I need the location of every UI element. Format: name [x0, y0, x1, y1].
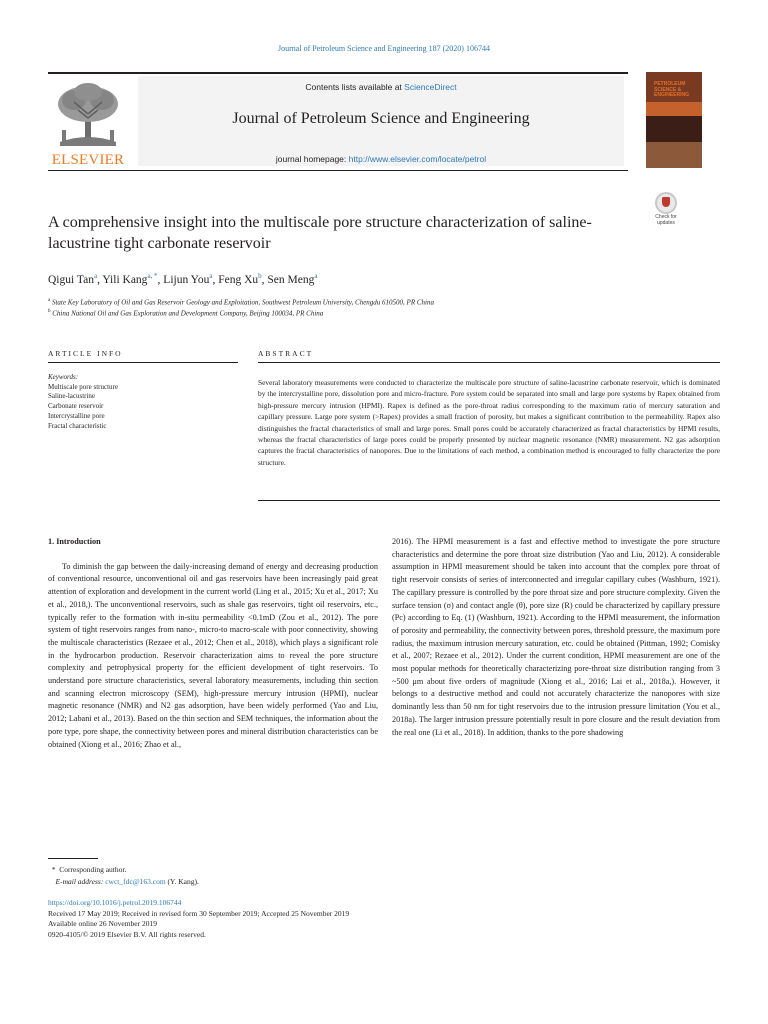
- article-title: A comprehensive insight into the multiscale pore structure characterization of saline-lacustrine tight carbonate reservoir: [48, 214, 592, 252]
- sciencedirect-link[interactable]: ScienceDirect: [404, 82, 457, 92]
- masthead-banner: [138, 76, 624, 166]
- affiliation: $^b$ China National Oil and Gas Exploration and Development Company, Beijing 100034, PR China: [48, 309, 324, 318]
- journal-cover-image[interactable]: [646, 72, 702, 168]
- footnotes: [48, 864, 378, 888]
- intro-paragraph: To diminish the gap between the daily-increasing demand of energy and decreasing production of conventional resource, unconventional oil and gas reservoirs have been increasingly paid great attention of exploration and development in the current world (Ling et al., 2015; Xu et al., 2017; Xu et al., 2018,). The unconventional reservoirs, such as shale gas reservoirs, tight oil reservoirs, etc., typically refer to the formation with in-situ permeability <0.1mD (Zou et al., 2012). The pore system of tight reservoirs ranges from nano-, micro-to macro-scale with poor connectivity, showing the multiscale characteristics (Rezaee et al., 2012; Chen et al., 2018), which plays a significant role in the hydrocarbon production. Reservoir characterization aims to reveal the pore structure complexity and petrophysical property for the efficient development of tight reservoirs. To understand pore structure characteristics, several laboratory measurements, including thin section and scanning electron microscopy (SEM), high-pressure mercury intrusion (HPMI), nuclear magnetic resonance (NMR) and N2 gas adsorption, have been widely performed (Yao and Liu, 2012; Labani et al., 2013). Based on the thin section and SEM techniques, the information about the pore type, pore shape, the connectivity between pores and mineral distribution characteristics can be obtained (Xiong et al., 2016; Zhao et al.,: [48, 561, 378, 749]
- keywords-label: Keywords:: [48, 373, 79, 381]
- homepage-link[interactable]: http://www.elsevier.com/locate/petrol: [348, 154, 487, 164]
- crossmark-label: Check for updates: [655, 214, 677, 226]
- masthead: [48, 72, 628, 168]
- section-heading: 1. Introduction: [48, 537, 101, 546]
- crossmark-icon: [655, 192, 677, 214]
- received-dates: Received 17 May 2019; Received in revised form 30 September 2019; Accepted 25 November 2019: [48, 908, 350, 918]
- author[interactable]: Yili Kang$^{a, *}$: [102, 272, 158, 286]
- affiliations: [48, 296, 648, 319]
- keyword: Saline-lacustrine: [48, 392, 96, 401]
- copyright: 0920-4105/© 2019 Elsevier B.V. All rights reserved.: [48, 929, 206, 939]
- keywords-block: [48, 373, 238, 431]
- article-info-heading: ARTICLE INFO: [48, 349, 123, 358]
- masthead-bottom-rule: [48, 170, 628, 171]
- intro-paragraph-continued: 2016). The HPMI measurement is a fast and effective method to investigate the pore structure characteristics and determine the pore throat size distribution (Yao and Liu, 2012). A considerable assumption in HPMI measurement should be taken into account that the complex pore throat of tight reservoir consists of series of interconnected and irregular capillary cubes (Washburn, 1921). The capillary pressure is controlled by the pore throat size and pore structure complexity. Given the surface tension (σ) and contact angle (θ), pore size (R) could be characterized by capillary pressure (Pc) according to Eq. (1) (Washburn, 1921). According to the HPMI measurement, the information of porosity and permeability, the connectivity between pores, threshold pressure, the maximum pore radius, the maximum intrusion mercury saturation, etc. could be obtained (Pittman, 1992; Comisky et al., 2007; Rezaee et al., 2012). Under the current condition, HPMI measurement are one of the most popular methods for theoretically characterizing pore-throat size distribution ranging from 3 ~500 μm about five orders of magnitude (Xiong et al., 2016; Lai et al., 2018a,). However, it belongs to a destructive method and could not accurately characterize the nanopores with size dominantly less than 50 nm for tight reservoirs due to the intrusion pressure limitation (You et al., 2018a). The larger intrusion pressure potentially result in pore closure and the result deviation from the real one (Li et al., 2018). In addition, thanks to the pore shadowing: [392, 537, 721, 737]
- contents-line: [138, 82, 624, 92]
- homepage-line: [138, 154, 624, 164]
- journal-title: Journal of Petroleum Science and Engineering: [232, 110, 530, 127]
- homepage-prefix: journal homepage:: [275, 154, 349, 164]
- corresponding-author-note: * Corresponding author.: [51, 865, 127, 874]
- abstract-rule: [258, 362, 720, 363]
- keyword: Intercrystalline pore: [48, 411, 105, 420]
- email-link[interactable]: cwct_fdc@163.com: [105, 877, 166, 886]
- keyword: Fractal characteristic: [48, 421, 107, 430]
- affiliation: $^a$ State Key Laboratory of Oil and Gas Reservoir Geology and Exploitation, Southwest Petroleum University, Chengdu 610500, PR China: [48, 298, 434, 307]
- email-note: E-mail address: cwct_fdc@163.com (Y. Kang).: [55, 877, 199, 886]
- publisher-wordmark: ELSEVIER: [51, 152, 125, 168]
- author[interactable]: Feng Xu$^b$: [218, 272, 262, 286]
- author[interactable]: Qigui Tan$^a$: [48, 272, 98, 286]
- check-for-updates-button[interactable]: [646, 192, 686, 228]
- running-head-link[interactable]: Journal of Petroleum Science and Engineering 187 (2020) 106744: [278, 44, 490, 53]
- keyword: Multiscale pore structure: [48, 382, 118, 391]
- running-head[interactable]: [0, 44, 768, 53]
- author-list: Qigui Tan$^a$, Yili Kang$^{a, *}$, Lijun You$^a$, Feng Xu$^b$, Sen Meng$^a$: [48, 272, 318, 286]
- article-info-rule: [48, 362, 238, 363]
- abstract-text: Several laboratory measurements were conducted to characterize the multiscale pore structure of saline-lacustrine carbonate reservoir, which is dominated by the intercrystalline pore, dissolution pore and micro-fracture. Pore system could be separated into small and large pore systems by Rapex obtained from high-pressure mercury intrusion (HPMI). Rapex is defined as the pore-throat radius corresponding to the maximum ratio of mercury saturation and capillary pressure. Large pore system (>Rapex) provides a small fraction of porosity, but makes a significant contribution to the permeability. Rapex also distinguishes the fractal characteristics of small and large pores. Small pores could be accurately characterized as fractal characteristics by HPMI results, whereas the fractal characteristics of large pores could be properly presented by nuclear magnetic resonance (NMR) measurement. N2 gas adsorption captures the fractal characteristics of nanopores. Due to the limitations of each method, a combination method is encouraged to fully characterize the pore structure.: [258, 378, 720, 467]
- contents-prefix: Contents lists available at: [305, 82, 405, 92]
- doi-link[interactable]: https://doi.org/10.1016/j.petrol.2019.106744: [48, 898, 182, 907]
- footnote-rule: [48, 858, 98, 859]
- intro-column-left: [48, 536, 378, 751]
- abstract-heading: ABSTRACT: [258, 349, 314, 358]
- keyword: Carbonate reservoir: [48, 402, 104, 411]
- publication-info: [48, 898, 518, 940]
- abstract-bottom-rule: [258, 500, 720, 501]
- online-date: Available online 26 November 2019: [48, 919, 157, 928]
- author[interactable]: Lijun You$^a$: [163, 272, 213, 286]
- cover-title: PETROLEUM SCIENCE & ENGINEERING: [654, 81, 690, 98]
- intro-column-right: [392, 536, 720, 739]
- author[interactable]: Sen Meng$^a$: [267, 272, 318, 286]
